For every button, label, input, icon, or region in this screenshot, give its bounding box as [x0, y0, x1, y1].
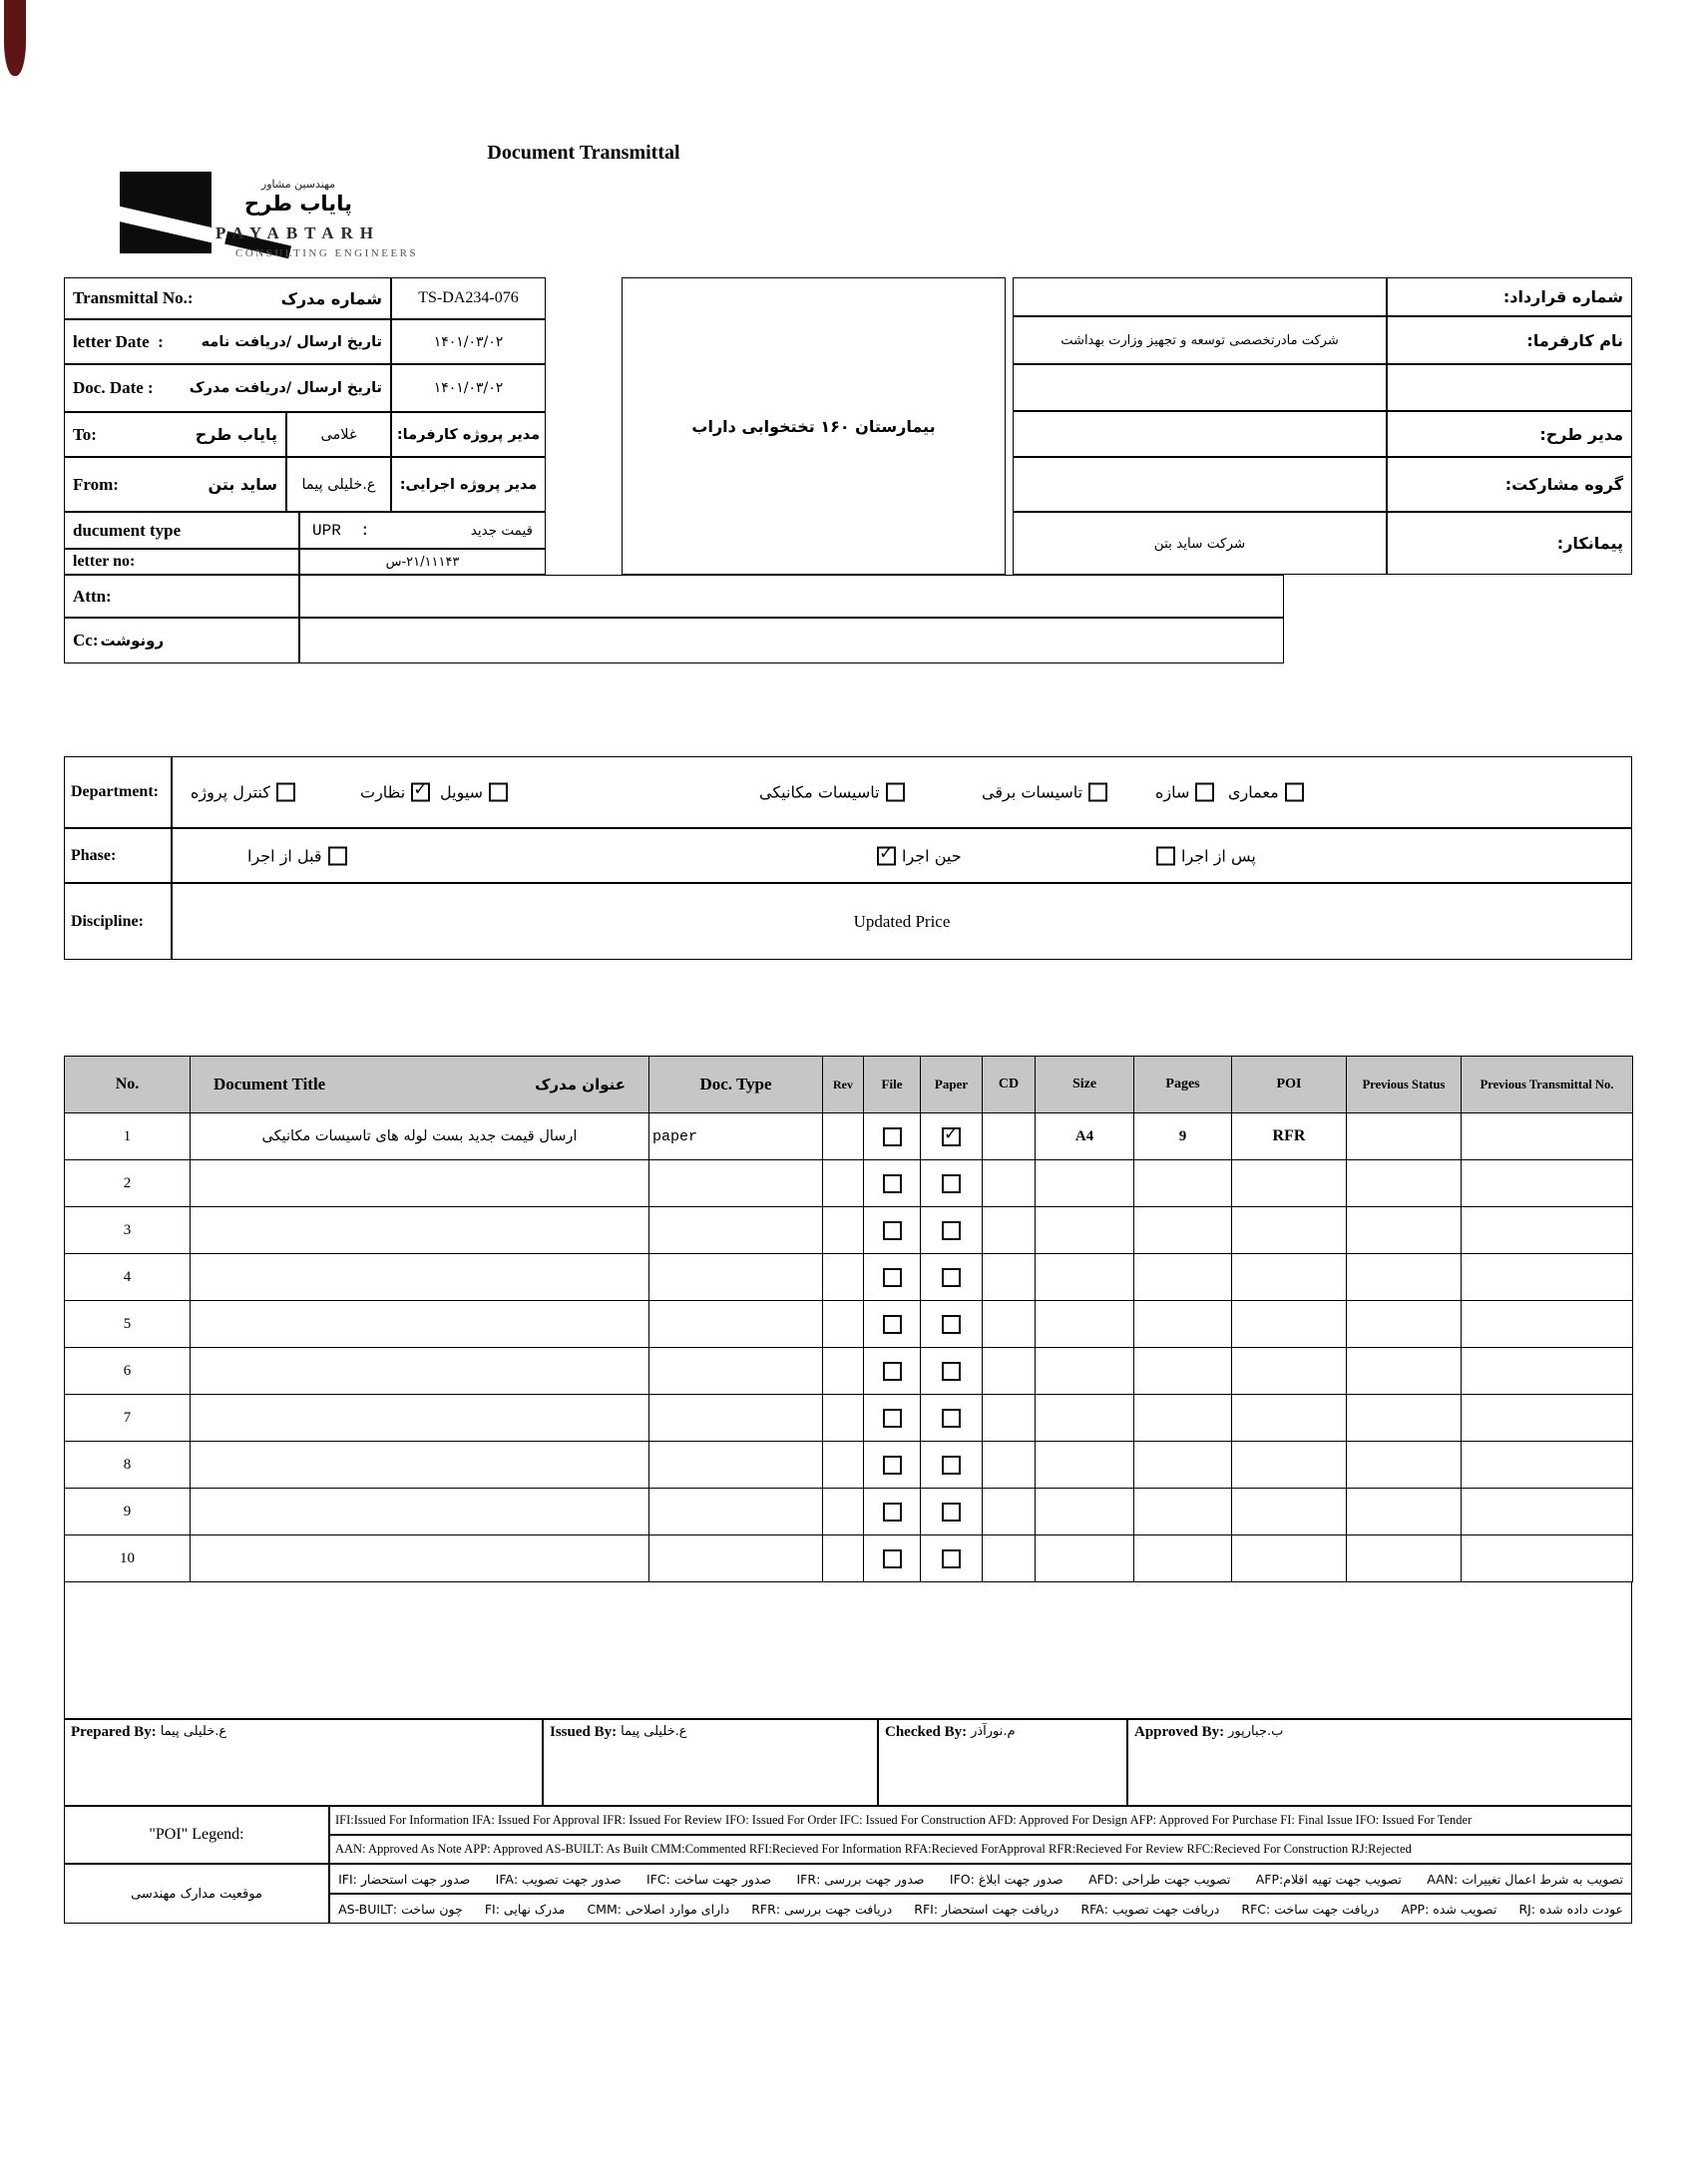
client-label: نام کارفرما: [1387, 316, 1632, 364]
row-paper [921, 1207, 983, 1254]
contract-no-label: شماره قرارداد: [1387, 277, 1632, 316]
from-cell [64, 457, 286, 512]
col-header-file: File [864, 1057, 921, 1113]
document-table [64, 1056, 1633, 1582]
doc-date-label-cell [64, 364, 391, 412]
row-file [864, 1442, 921, 1489]
row-cd [983, 1442, 1036, 1489]
row-poi [1232, 1535, 1347, 1582]
department-option-checkbox-2[interactable] [1088, 783, 1107, 802]
jv-value [1013, 457, 1387, 512]
row-paper-checkbox[interactable] [942, 1549, 961, 1568]
department-option-1 [1155, 783, 1214, 802]
row-prev-status [1347, 1535, 1462, 1582]
row-size [1036, 1301, 1134, 1348]
row-pages [1134, 1489, 1232, 1535]
department-option-label-6: کنترل پروژه [191, 782, 270, 802]
from-person: ع.خلیلی پیما [286, 457, 391, 512]
col-header-poi: POI [1232, 1057, 1347, 1113]
row-prev-transmittal [1462, 1113, 1633, 1160]
row-rev [823, 1301, 864, 1348]
row-prev-transmittal [1462, 1301, 1633, 1348]
row-prev-status [1347, 1442, 1462, 1489]
row-prev-status [1347, 1489, 1462, 1535]
prepared-by-name: ع.خلیلی پیما [160, 1724, 227, 1739]
fa-legend2-item-3: دریافت جهت تصویب :RFA [1080, 1901, 1220, 1917]
row-no: 7 [65, 1395, 191, 1442]
row-cd [983, 1160, 1036, 1207]
logo-mark [120, 172, 212, 253]
contractor-value: شرکت ساید بتن [1013, 512, 1387, 575]
row-file-checkbox[interactable] [883, 1456, 902, 1475]
department-option-3 [759, 783, 905, 802]
right-empty-value [1013, 364, 1387, 411]
row-title [191, 1301, 649, 1348]
row-size [1036, 1535, 1134, 1582]
row-no: 5 [65, 1301, 191, 1348]
contractor-label: پیمانکار: [1387, 512, 1632, 575]
to-value: پایاب طرح [195, 425, 277, 444]
document-row-7 [65, 1395, 1633, 1442]
row-poi [1232, 1442, 1347, 1489]
row-pages [1134, 1348, 1232, 1395]
col-header-title: Document Title عنوان مدرک [191, 1057, 649, 1113]
fa-legend2-item-8: چون ساخت :AS-BUILT [338, 1901, 463, 1917]
department-option-2 [982, 783, 1107, 802]
row-doc-type [649, 1348, 823, 1395]
page-title: Document Transmittal [487, 142, 680, 164]
row-prev-status [1347, 1160, 1462, 1207]
row-file [864, 1395, 921, 1442]
department-option-checkbox-6[interactable] [276, 783, 295, 802]
design-manager-value [1013, 411, 1387, 457]
row-file [864, 1489, 921, 1535]
document-row-2 [65, 1160, 1633, 1207]
row-paper [921, 1254, 983, 1301]
transmittal-no-label-en: Transmittal No.: [73, 288, 194, 307]
row-paper [921, 1535, 983, 1582]
department-option-label-3: تاسیسات مکانیکی [759, 782, 880, 802]
document-row-5 [65, 1301, 1633, 1348]
transmittal-no-label-fa: شماره مدرک [280, 288, 382, 308]
poi-legend-en-line2: AAN: Approved As Note APP: Approved AS-BUILT: As Built CMM:Commented RFI:Recieved For Information RFA:Recieved ForApproval RFR:Recieved For Review RFC:Recieved For Construction RJ:Rejected [329, 1835, 1632, 1864]
col-header-rev: Rev [823, 1057, 864, 1113]
scan-artifact [4, 0, 26, 76]
doc-date-label-en: Doc. Date : [73, 378, 154, 397]
phase-option-label-1: حین اجرا [902, 846, 962, 865]
remarks-empty-box [64, 1581, 1632, 1719]
discipline-label-cell: Discipline: [64, 883, 172, 960]
document-row-10 [65, 1535, 1633, 1582]
department-option-label-5: نظارت [360, 782, 406, 802]
fa-legend1-item-3: صدور جهت ابلاغ :IFO [949, 1871, 1063, 1887]
row-paper-checkbox[interactable] [942, 1315, 961, 1334]
project-name-cell: بیمارستان ۱۶۰ تختخوابی داراب [622, 277, 1006, 575]
row-prev-status [1347, 1395, 1462, 1442]
row-doc-type [649, 1535, 823, 1582]
row-doc-type [649, 1442, 823, 1489]
letter-date-label-fa: تاریخ ارسال /دریافت نامه [201, 333, 382, 350]
fa-legend2-item-7: مدرک نهایی :FI [484, 1901, 566, 1917]
row-paper-checkbox[interactable] [942, 1456, 961, 1475]
poi-legend-label-cell: "POI" Legend: [64, 1806, 329, 1864]
poi-legend-en-line1: IFI:Issued For Information IFA: Issued For Approval IFR: Issued For Review IFO: Issued For Order IFC: Issued For Construction AFD: Approved For Design AFP: Approved For Purchase FI: Final Issue IFO: Issued For Tender [329, 1806, 1632, 1835]
row-size [1036, 1442, 1134, 1489]
issued-by-cell: Issued By: ع.خلیلی پیما [543, 1719, 878, 1806]
phase-option-1 [877, 846, 962, 865]
row-pages [1134, 1207, 1232, 1254]
fa-legend2-item-2: دریافت جهت ساخت :RFC [1241, 1901, 1380, 1917]
cc-value-cell [299, 618, 1284, 663]
row-poi: RFR [1232, 1113, 1347, 1160]
row-no: 8 [65, 1442, 191, 1489]
row-title [191, 1535, 649, 1582]
row-file-checkbox[interactable] [883, 1127, 902, 1146]
row-size [1036, 1489, 1134, 1535]
document-type-code: UPR : [312, 521, 370, 540]
row-poi [1232, 1160, 1347, 1207]
row-pages [1134, 1254, 1232, 1301]
row-rev [823, 1348, 864, 1395]
right-empty-label [1387, 364, 1632, 411]
row-poi [1232, 1489, 1347, 1535]
fa-legend-label-cell: موقعیت مدارک مهندسی [64, 1864, 329, 1924]
row-title [191, 1489, 649, 1535]
phase-option-0 [1156, 846, 1256, 865]
row-prev-transmittal [1462, 1395, 1633, 1442]
row-rev [823, 1395, 864, 1442]
row-cd [983, 1254, 1036, 1301]
row-title [191, 1442, 649, 1489]
logo-en-sub: CONSULTING ENGINEERS [235, 247, 419, 259]
row-title [191, 1207, 649, 1254]
document-row-1 [65, 1113, 1633, 1160]
row-paper-checkbox[interactable] [942, 1221, 961, 1240]
row-paper [921, 1113, 983, 1160]
fa-legend2-item-0: عودت داده شده :RJ [1518, 1901, 1623, 1917]
col-header-size: Size [1036, 1057, 1134, 1113]
col-header-prev-transmittal: Previous Transmittal No. [1462, 1057, 1633, 1113]
row-paper [921, 1348, 983, 1395]
row-paper-checkbox[interactable] [942, 1409, 961, 1428]
row-paper-checkbox[interactable] [942, 1362, 961, 1381]
letter-date-label-cell [64, 319, 391, 364]
row-poi [1232, 1207, 1347, 1254]
col-header-prev-status: Previous Status [1347, 1057, 1462, 1113]
jv-label: گروه مشارکت: [1387, 457, 1632, 512]
department-option-6 [191, 783, 295, 802]
phase-options-cell [172, 828, 1632, 883]
department-label-cell: Department: [64, 756, 172, 828]
row-pages [1134, 1535, 1232, 1582]
row-paper [921, 1395, 983, 1442]
cc-label-cell [64, 618, 299, 663]
letter-date-label-en: letter Date : [73, 331, 164, 351]
design-manager-label: مدیر طرح: [1387, 411, 1632, 457]
row-prev-transmittal [1462, 1489, 1633, 1535]
department-option-label-0: معماری [1228, 782, 1279, 802]
row-doc-type [649, 1207, 823, 1254]
checked-by-name: م.نورآذر [971, 1724, 1016, 1739]
logo [120, 168, 539, 277]
row-rev [823, 1113, 864, 1160]
row-file [864, 1113, 921, 1160]
transmittal-no-value: TS-DA234-076 [391, 277, 546, 319]
row-cd [983, 1113, 1036, 1160]
row-file [864, 1207, 921, 1254]
row-title [191, 1395, 649, 1442]
phase-option-2 [247, 846, 347, 865]
department-option-4 [440, 783, 508, 802]
fa-legend1-item-1: تصویب جهت تهیه اقلام:AFP [1255, 1871, 1402, 1887]
row-rev [823, 1489, 864, 1535]
row-poi [1232, 1301, 1347, 1348]
cc-label-en: Cc: [73, 631, 99, 650]
row-cd [983, 1207, 1036, 1254]
signature-section [64, 1719, 1632, 1806]
row-doc-type: paper [649, 1113, 823, 1160]
document-type-value-cell [299, 512, 546, 549]
fa-legend1-item-5: صدور جهت ساخت :IFC [646, 1871, 772, 1887]
department-option-checkbox-1[interactable] [1195, 783, 1214, 802]
from-value: ساید بتن [208, 475, 277, 494]
fa-legend1-item-7: صدور جهت استحضار :IFI [338, 1871, 471, 1887]
row-file-checkbox[interactable] [883, 1315, 902, 1334]
department-option-label-1: سازه [1155, 782, 1190, 802]
row-rev [823, 1442, 864, 1489]
row-prev-status [1347, 1113, 1462, 1160]
row-prev-transmittal [1462, 1207, 1633, 1254]
row-no: 4 [65, 1254, 191, 1301]
row-cd [983, 1348, 1036, 1395]
checked-by-cell: Checked By: م.نورآذر [878, 1719, 1127, 1806]
row-prev-transmittal [1462, 1442, 1633, 1489]
row-poi [1232, 1254, 1347, 1301]
row-paper-checkbox[interactable] [942, 1174, 961, 1193]
department-option-label-2: تاسیسات برقی [982, 782, 1083, 802]
fa-legend1-item-6: صدور جهت تصویب :IFA [495, 1871, 622, 1887]
row-size [1036, 1395, 1134, 1442]
row-size [1036, 1348, 1134, 1395]
row-prev-transmittal [1462, 1535, 1633, 1582]
phase-label-cell: Phase: [64, 828, 172, 883]
row-cd [983, 1395, 1036, 1442]
attn-value-cell [299, 575, 1284, 618]
row-rev [823, 1207, 864, 1254]
phase-option-checkbox-1[interactable] [877, 846, 896, 865]
row-size [1036, 1207, 1134, 1254]
to-label: To: [73, 424, 97, 444]
row-doc-type [649, 1301, 823, 1348]
row-title: ارسال قیمت جدید بست لوله های تاسیسات مکانیکی [191, 1113, 649, 1160]
legend-section [64, 1806, 1632, 1924]
row-prev-status [1347, 1301, 1462, 1348]
client-value: شرکت مادرتخصصی توسعه و تجهیز وزارت بهداشت [1013, 316, 1387, 364]
classification-section [64, 756, 1632, 960]
row-rev [823, 1254, 864, 1301]
row-file [864, 1301, 921, 1348]
col-header-no: No. [65, 1057, 191, 1113]
row-size [1036, 1254, 1134, 1301]
row-paper [921, 1489, 983, 1535]
fa-legend2-item-5: دریافت جهت بررسی :RFR [751, 1901, 893, 1917]
row-file-checkbox[interactable] [883, 1362, 902, 1381]
department-option-checkbox-5[interactable] [411, 783, 430, 802]
row-prev-transmittal [1462, 1254, 1633, 1301]
row-title [191, 1160, 649, 1207]
letter-no-value: ۲۱/۱۱۱۴۳-س [299, 549, 546, 575]
fa-legend2-item-4: دریافت جهت استحضار :RFI [914, 1901, 1060, 1917]
row-pages [1134, 1395, 1232, 1442]
row-file-checkbox[interactable] [883, 1268, 902, 1287]
row-poi [1232, 1348, 1347, 1395]
row-doc-type [649, 1160, 823, 1207]
row-title [191, 1348, 649, 1395]
document-row-4 [65, 1254, 1633, 1301]
row-paper [921, 1160, 983, 1207]
transmittal-no-label-cell [64, 277, 391, 319]
row-file [864, 1348, 921, 1395]
row-prev-status [1347, 1207, 1462, 1254]
client-pm-label: مدیر پروژه کارفرما: [391, 412, 546, 457]
row-poi [1232, 1395, 1347, 1442]
row-paper-checkbox[interactable] [942, 1503, 961, 1522]
phase-option-checkbox-0[interactable] [1156, 846, 1175, 865]
cc-label-fa: رونوشت [100, 632, 165, 650]
approved-by-name: ب.جبارپور [1228, 1724, 1284, 1739]
fa-legend1-item-0: تصویب به شرط اعمال تغییرات :AAN [1427, 1871, 1623, 1887]
row-doc-type [649, 1489, 823, 1535]
col-header-cd: CD [983, 1057, 1036, 1113]
prepared-by-cell: Prepared By: ع.خلیلی پیما [64, 1719, 543, 1806]
contract-no-value [1013, 277, 1387, 316]
row-no: 3 [65, 1207, 191, 1254]
row-file-checkbox[interactable] [883, 1503, 902, 1522]
letter-no-label-cell: letter no: [64, 549, 299, 575]
row-rev [823, 1160, 864, 1207]
doc-date-label-fa: تاریخ ارسال /دریافت مدرک [189, 380, 382, 396]
col-header-pages: Pages [1134, 1057, 1232, 1113]
logo-fa-tagline: مهندسین مشاور [260, 178, 336, 191]
department-option-label-4: سیویل [440, 782, 484, 802]
document-type-fa: قیمت جدید [470, 522, 533, 539]
attn-label-cell: Attn: [64, 575, 299, 618]
document-row-9 [65, 1489, 1633, 1535]
phase-option-label-2: قبل از اجرا [247, 846, 322, 865]
from-label: From: [73, 474, 119, 494]
row-file-checkbox[interactable] [883, 1409, 902, 1428]
department-option-checkbox-0[interactable] [1285, 783, 1304, 802]
department-option-5 [360, 783, 430, 802]
document-row-3 [65, 1207, 1633, 1254]
info-section [64, 277, 1632, 666]
col-header-doc-type: Doc. Type [649, 1057, 823, 1113]
row-prev-status [1347, 1348, 1462, 1395]
row-doc-type [649, 1395, 823, 1442]
row-pages [1134, 1442, 1232, 1489]
fa-legend2-item-1: تصویب شده :APP [1401, 1901, 1497, 1917]
department-option-0 [1228, 783, 1304, 802]
department-option-checkbox-3[interactable] [886, 783, 905, 802]
row-file-checkbox[interactable] [883, 1174, 902, 1193]
document-row-8 [65, 1442, 1633, 1489]
row-prev-transmittal [1462, 1160, 1633, 1207]
row-prev-transmittal [1462, 1348, 1633, 1395]
doc-date-value: ۱۴۰۱/۰۳/۰۲ [391, 364, 546, 412]
discipline-value-cell [172, 883, 1632, 960]
row-pages [1134, 1160, 1232, 1207]
row-paper [921, 1442, 983, 1489]
discipline-value: Updated Price [853, 911, 951, 931]
logo-en-name: PAYABTARH [215, 223, 381, 242]
row-file [864, 1254, 921, 1301]
row-cd [983, 1489, 1036, 1535]
col-header-paper: Paper [921, 1057, 983, 1113]
row-size [1036, 1160, 1134, 1207]
fa-legend2-item-6: دارای موارد اصلاحی :CMM [587, 1901, 730, 1917]
row-file-checkbox[interactable] [883, 1221, 902, 1240]
row-file [864, 1160, 921, 1207]
department-option-checkbox-4[interactable] [489, 783, 508, 802]
row-title [191, 1254, 649, 1301]
fa-legend1-item-2: تصویب جهت طراحی :AFD [1088, 1871, 1231, 1887]
fa-legend-line2 [329, 1894, 1632, 1924]
row-no: 2 [65, 1160, 191, 1207]
row-prev-status [1347, 1254, 1462, 1301]
issued-by-name: ع.خلیلی پیما [621, 1724, 687, 1739]
phase-option-label-0: پس از اجرا [1181, 846, 1256, 865]
row-pages [1134, 1301, 1232, 1348]
row-rev [823, 1535, 864, 1582]
row-file [864, 1535, 921, 1582]
document-type-label-cell: ducument type [64, 512, 299, 549]
to-cell [64, 412, 286, 457]
to-person: غلامی [286, 412, 391, 457]
row-paper-checkbox[interactable] [942, 1268, 961, 1287]
row-no: 10 [65, 1535, 191, 1582]
exec-pm-label: مدیر پروژه اجرایی: [391, 457, 546, 512]
row-doc-type [649, 1254, 823, 1301]
approved-by-cell: Approved By: ب.جبارپور [1127, 1719, 1632, 1806]
fa-legend1-item-4: صدور جهت بررسی :IFR [796, 1871, 925, 1887]
row-size: A4 [1036, 1113, 1134, 1160]
department-options-cell [172, 756, 1632, 828]
row-no: 9 [65, 1489, 191, 1535]
row-no: 1 [65, 1113, 191, 1160]
document-row-6 [65, 1348, 1633, 1395]
row-paper [921, 1301, 983, 1348]
row-pages: 9 [1134, 1113, 1232, 1160]
row-file-checkbox[interactable] [883, 1549, 902, 1568]
row-cd [983, 1301, 1036, 1348]
document-table-wrap [64, 1056, 1633, 1582]
fa-legend-line1 [329, 1864, 1632, 1894]
row-no: 6 [65, 1348, 191, 1395]
letter-date-value: ۱۴۰۱/۰۳/۰۲ [391, 319, 546, 364]
row-cd [983, 1535, 1036, 1582]
logo-fa-name: پایاب طرح [244, 192, 352, 216]
row-paper-checkbox[interactable] [942, 1127, 961, 1146]
phase-option-checkbox-2[interactable] [328, 846, 347, 865]
